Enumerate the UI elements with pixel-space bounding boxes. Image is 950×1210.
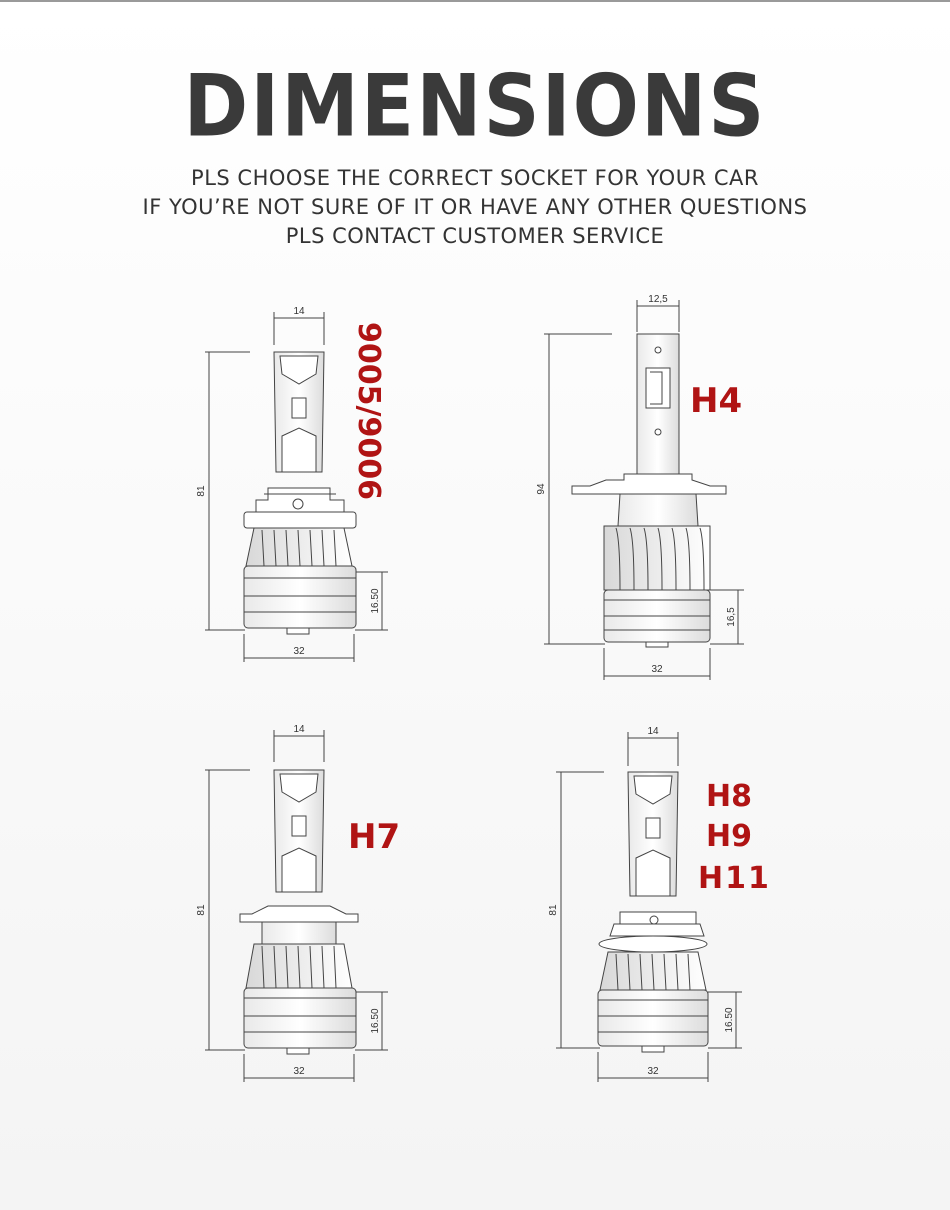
subtitle-line-3: PLS CONTACT CUSTOMER SERVICE <box>285 224 665 248</box>
label-h8: H8 <box>706 779 752 814</box>
label-h7: H7 <box>348 817 401 857</box>
dim-base-height-1: 16.50 <box>370 588 381 614</box>
dim-height-4: 81 <box>548 904 559 916</box>
page-title: DIMENSIONS <box>183 57 767 157</box>
subtitle-line-1: PLS CHOOSE THE CORRECT SOCKET FOR YOUR CAR <box>191 166 759 190</box>
dim-base-height-2: 16,5 <box>726 607 737 627</box>
bulb-h4 <box>544 300 744 680</box>
label-h11: H11 <box>698 861 771 896</box>
dim-top-width-3: 14 <box>293 724 305 735</box>
dim-base-height-3: 16.50 <box>370 1008 381 1034</box>
subtitle-line-2: IF YOU’RE NOT SURE OF IT OR HAVE ANY OTHER QUESTIONS <box>142 195 808 219</box>
bulb-h7 <box>205 730 388 1082</box>
dim-height-3: 81 <box>196 904 207 916</box>
dim-base-width-1: 32 <box>293 646 305 657</box>
label-h9: H9 <box>706 819 752 854</box>
dim-height-1: 81 <box>196 485 207 497</box>
dim-top-width-4: 14 <box>647 726 659 737</box>
label-h4: H4 <box>690 381 743 421</box>
dim-base-width-2: 32 <box>651 664 663 675</box>
dim-top-width-2: 12,5 <box>648 294 668 305</box>
dim-height-2: 94 <box>536 483 547 495</box>
dim-top-width-1: 14 <box>293 306 305 317</box>
label-9005-9006: 9005/9006 <box>351 322 386 500</box>
dim-base-width-3: 32 <box>293 1066 305 1077</box>
dim-base-width-4: 32 <box>647 1066 659 1077</box>
dim-base-height-4: 16.50 <box>724 1007 735 1033</box>
